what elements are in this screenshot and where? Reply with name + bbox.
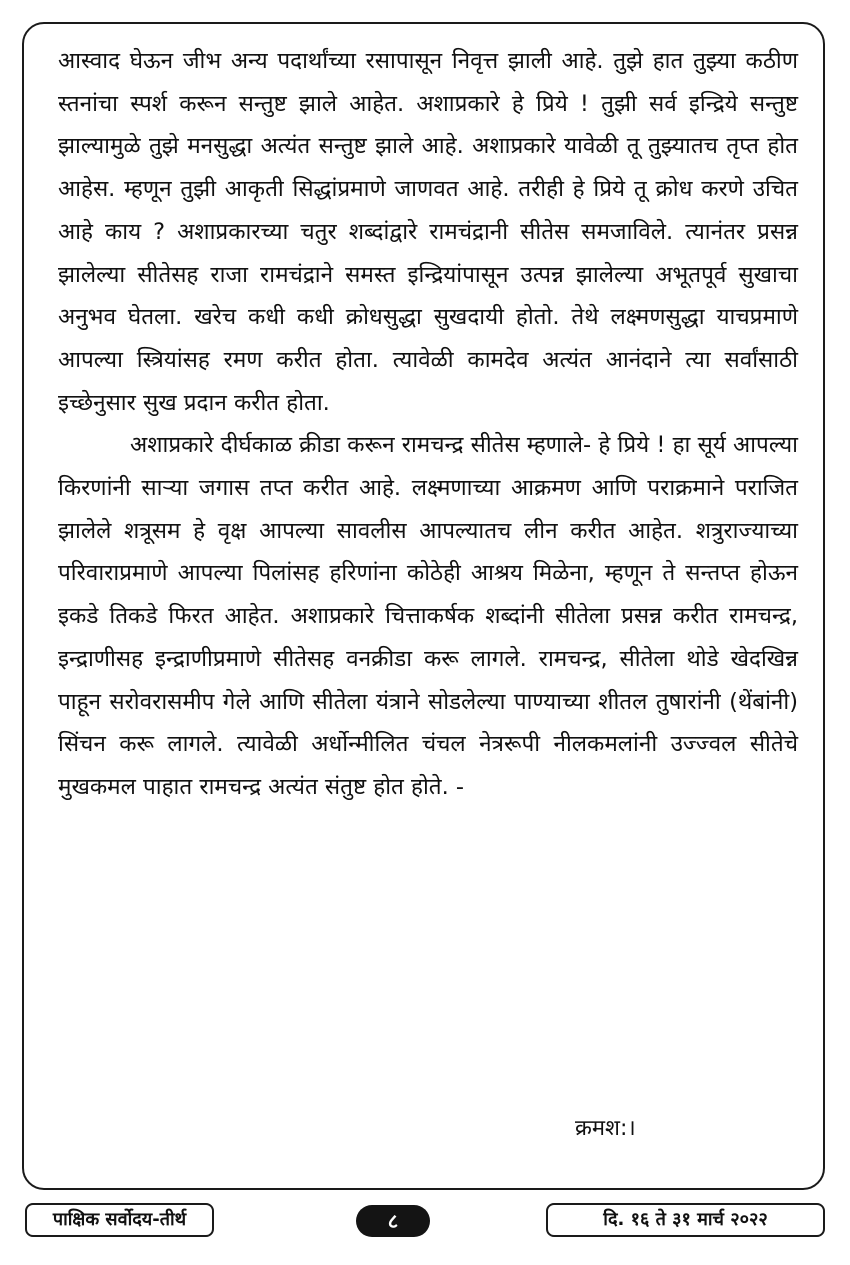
paragraph-1: आस्वाद घेऊन जीभ अन्य पदार्थांच्या रसापासून निवृत्त झाली आहे. तुझे हात तुझ्या कठीण स्तनांचा स्पर्श करून सन्तुष्ट झाले आहेत. अशाप्रकारे हे प्रिये ! तुझी सर्व इन्द्रिये सन्तुष्ट झाल्यामुळे तुझे मनसुद्धा अत्यंत सन्तुष्ट झाले आहे. अशाप्रकारे यावेळी तू तुझ्यातच तृप्त होत आहेस. म्हणून तुझी आकृती सिद्धांप्रमाणे जाणवत आहे. तरीही हे प्रिये तू क्रोध करणे उचित आहे काय ? अशाप्रकारच्या चतुर शब्दांद्वारे रामचंद्रानी सीतेस समजाविले. त्यानंतर प्रसन्न झालेल्या सीतेसह राजा रामचंद्राने समस्त इन्द्रियांपासून उत्पन्न झालेल्या अभूतपूर्व सुखाचा अनुभव घेतला. खरेच कधी कधी क्रोधसुद्धा सुखदायी होतो. तेथे लक्ष्मणसुद्धा याचप्रमाणे आपल्या स्त्रियांसह रमण करीत होता. त्यावेळी कामदेव अत्यंत आनंदाने त्या सर्वांसाठी इच्छेनुसार सुख प्रदान करीत होता. bbox=[58, 48, 798, 416]
publication-name: पाक्षिक सर्वोदय-तीर्थ bbox=[25, 1203, 214, 1237]
article-body bbox=[58, 40, 798, 809]
continued-marker: क्रमश:। bbox=[575, 1116, 636, 1141]
issue-date: दि. १६ ते ३१ मार्च २०२२ bbox=[546, 1203, 825, 1237]
page-number: ८ bbox=[356, 1205, 430, 1237]
paragraph-2: अशाप्रकारे दीर्घकाळ क्रीडा करून रामचन्द्र सीतेस म्हणाले- हे प्रिये ! हा सूर्य आपल्या किरणांनी साऱ्या जगास तप्त करीत आहे. लक्ष्मणाच्या आक्रमण आणि पराक्रमाने पराजित झालेले शत्रूसम हे वृक्ष आपल्या सावलीस आपल्यातच लीन करीत आहेत. शत्रुराज्याच्या परिवाराप्रमाणे आपल्या पिलांसह हरिणांना कोठेही आश्रय मिळेना, म्हणून ते सन्तप्त होऊन इकडे तिकडे फिरत आहेत. अशाप्रकारे चित्ताकर्षक शब्दांनी सीतेला प्रसन्न करीत रामचन्द्र, इन्द्राणीसह इन्द्राणीप्रमाणे सीतेसह वनक्रीडा करू लागले. रामचन्द्र, सीतेला थोडे खेदखिन्न पाहून सरोवरासमीप गेले आणि सीतेला यंत्राने सोडलेल्या पाण्याच्या शीतल तुषारांनी (थेंबांनी) सिंचन करू लागले. त्यावेळी अर्धोन्मीलित चंचल नेत्ररूपी नीलकमलांनी उज्ज्वल सीतेचे मुखकमल पाहात रामचन्द्र अत्यंत संतुष्ट होत होते. - bbox=[58, 432, 798, 800]
